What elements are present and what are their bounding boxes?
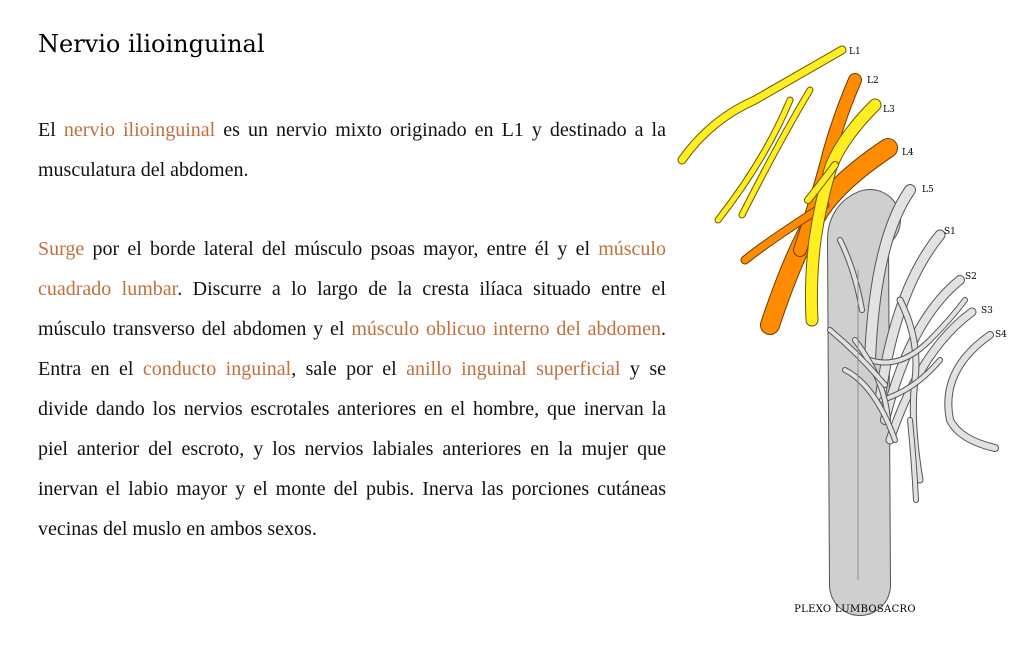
text-segment: , sale por el <box>291 358 407 380</box>
label-l5: L5 <box>922 185 934 195</box>
text-segment: El <box>38 119 64 141</box>
figure-caption: PLEXO LUMBOSACRO <box>794 604 916 615</box>
text-segment: y se divide dando los nervios escrotales anteriores en el hombre, que inervan la piel anterior del escroto, y los nervios labiales anteriores en la mujer que inervan el labio mayor y el monte del pubis. Inerva las porciones cutáneas vecinas del muslo en ambos sexos. <box>38 358 667 540</box>
link-conducto-inguinal[interactable]: conducto inguinal <box>142 358 292 380</box>
page-title: Nervio ilioinguinal <box>38 30 265 58</box>
lumbosacral-plexus-figure <box>670 40 1020 640</box>
label-l2: L2 <box>867 76 879 86</box>
paragraph-description <box>38 229 666 549</box>
label-s2: S2 <box>965 272 977 282</box>
text-segment: . Discurre a lo largo de la cresta ilíaca situado entre el músculo transverso del abdomen y el <box>38 278 666 340</box>
link-anillo-inguinal-superficial[interactable]: anillo inguinal superficial <box>406 358 621 380</box>
link-surge[interactable]: Surge <box>38 238 85 260</box>
label-l3: L3 <box>883 105 895 115</box>
link-musculo-cuadrado-lumbar[interactable]: músculo cuadrado lumbar <box>38 238 666 300</box>
text-segment: por el borde lateral del músculo psoas mayor, entre él y el <box>84 238 599 260</box>
link-nervio-ilioinguinal[interactable]: nervio ilioinguinal <box>63 119 216 141</box>
text-segment: es un nervio mixto originado en L1 y destinado a la musculatura del abdomen. <box>38 119 666 181</box>
plexus-illustration <box>670 40 1020 640</box>
paragraph-intro <box>38 110 666 190</box>
label-s3: S3 <box>981 306 993 316</box>
label-s1: S1 <box>944 227 956 237</box>
text-segment: . Entra en el <box>38 318 666 380</box>
label-l1: L1 <box>849 47 861 57</box>
grey-nerves <box>830 190 995 585</box>
link-musculo-oblicuo-interno[interactable]: músculo oblicuo interno del abdomen <box>351 318 661 340</box>
label-l4: L4 <box>902 148 914 158</box>
label-s4: S4 <box>995 330 1007 340</box>
